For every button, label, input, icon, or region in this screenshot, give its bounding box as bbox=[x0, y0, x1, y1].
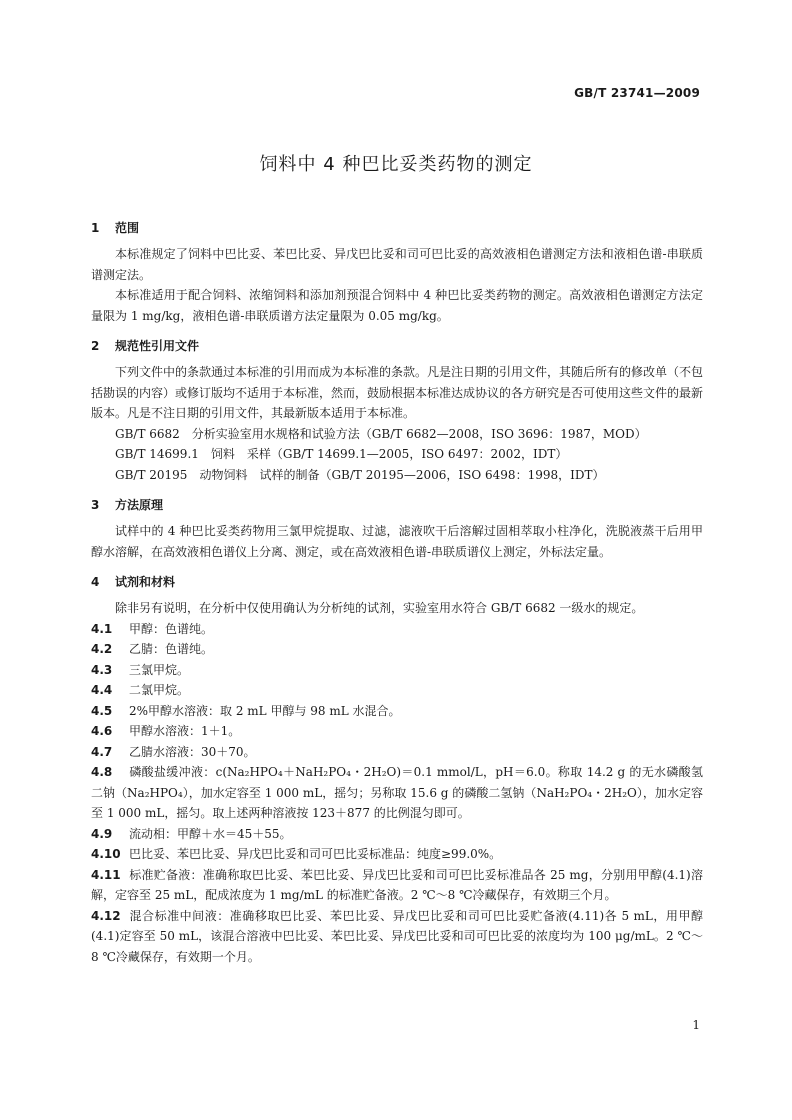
paragraph: 本标准适用于配合饲料、浓缩饲料和添加剂预混合饲料中 4 种巴比妥类药物的测定。高效液相色谱测定方法定量限为 1 mg/kg，液相色谱-串联质谱方法定量限为 0.05 mg/kg。 bbox=[91, 288, 703, 323]
item-text: 二氯甲烷。 bbox=[129, 683, 190, 697]
paragraph: 本标准规定了饲料中巴比妥、苯巴比妥、异戊巴比妥和司可巴比妥的高效液相色谱测定方法和液相色谱-串联质谱测定法。 bbox=[91, 247, 703, 282]
section-heading-normative-references bbox=[91, 336, 703, 356]
item-number: 4.6 bbox=[91, 724, 113, 738]
item-number: 4.8 bbox=[91, 765, 113, 779]
item-number: 4.9 bbox=[91, 826, 113, 841]
reagent-item bbox=[91, 742, 703, 763]
section-title: 规范性引用文件 bbox=[115, 339, 200, 353]
reagent-item bbox=[91, 824, 703, 845]
paragraph: 除非另有说明，在分析中仅使用确认为分析纯的试剂，实验室用水符合 GB/T 6682 一级水的规定。 bbox=[115, 601, 644, 615]
item-text: 流动相：甲醇＋水＝45＋55。 bbox=[129, 826, 292, 841]
item-number: 4.1 bbox=[91, 621, 113, 636]
reagent-item bbox=[91, 865, 703, 906]
reagent-item bbox=[91, 762, 703, 824]
document-title: 饲料中 4 种巴比妥类药物的测定 bbox=[259, 154, 533, 175]
item-text: 甲醇：色谱纯。 bbox=[129, 621, 214, 636]
item-text: 标准贮备液：准确称取巴比妥、苯巴比妥、异戊巴比妥和司可巴比妥标准品各 25 mg，分别用甲醇(4.1)溶解，定容至 25 mL，配成浓度为 1 mg/mL 的标准贮备液。2 ℃～8 ℃冷藏保存，有效期三个月。 bbox=[91, 867, 703, 902]
section-number: 1 bbox=[91, 221, 100, 235]
reagent-item bbox=[91, 619, 703, 640]
reference-item: GB/T 6682 分析实验室用水规格和试验方法（GB/T 6682—2008，ISO 3696：1987，MOD） bbox=[115, 426, 647, 441]
reagent-item bbox=[91, 680, 703, 701]
item-text: 三氯甲烷。 bbox=[129, 662, 190, 677]
reagent-item bbox=[91, 721, 703, 742]
item-number: 4.12 bbox=[91, 908, 121, 923]
reagent-item bbox=[91, 844, 703, 865]
standard-code: GB/T 23741—2009 bbox=[574, 86, 700, 100]
reference-item: GB/T 14699.1 饲料 采样（GB/T 14699.1—2005，ISO 6497：2002，IDT） bbox=[115, 447, 568, 461]
section-title: 范围 bbox=[115, 221, 140, 235]
section-heading-reagents bbox=[91, 572, 703, 592]
item-number: 4.3 bbox=[91, 662, 113, 677]
page-number: 1 bbox=[692, 1018, 700, 1032]
reagent-item bbox=[91, 660, 703, 681]
item-text: 混合标准中间液：准确移取巴比妥、苯巴比妥、异戊巴比妥和司可巴比妥贮备液(4.11)各 5 mL，用甲醇(4.1)定容至 50 mL，该混合溶液中巴比妥、苯巴比妥、异戊巴比妥和司可巴比妥的浓度均为 100 μg/mL。2 ℃～8 ℃冷藏保存，有效期一个月。 bbox=[91, 908, 703, 964]
item-text: 2%甲醇水溶液：取 2 mL 甲醇与 98 mL 水混合。 bbox=[129, 703, 401, 718]
paragraph: 下列文件中的条款通过本标准的引用而成为本标准的条款。凡是注日期的引用文件，其随后所有的修改单（不包括勘误的内容）或修订版均不适用于本标准，然而，鼓励根据本标准达成协议的各方研究是否可使用这些文件的最新版本。凡是不注日期的引用文件，其最新版本适用于本标准。 bbox=[91, 365, 704, 420]
item-text: 乙腈水溶液：30＋70。 bbox=[129, 744, 256, 759]
item-text: 甲醇水溶液：1＋1。 bbox=[129, 724, 241, 738]
section-number: 2 bbox=[91, 339, 100, 353]
item-text: 磷酸盐缓冲液：c(Na₂HPO₄＋NaH₂PO₄・2H₂O)＝0.1 mmol/L，pH＝6.0。称取 14.2 g 的无水磷酸氢二钠（Na₂HPO₄），加水定容至 1 000 mL，摇匀；另称取 15.6 g 的磷酸二氢钠（NaH₂PO₄・2H₂O），加水定容至 1 000 mL，摇匀。取上述两种溶液按 123＋877 的比例混匀即可。 bbox=[91, 765, 703, 820]
reagent-item bbox=[91, 639, 703, 660]
item-number: 4.11 bbox=[91, 867, 121, 882]
section-number: 3 bbox=[91, 498, 100, 512]
item-number: 4.10 bbox=[91, 847, 121, 861]
item-number: 4.2 bbox=[91, 642, 113, 656]
item-number: 4.7 bbox=[91, 744, 113, 759]
item-text: 乙腈：色谱纯。 bbox=[129, 642, 214, 656]
section-number: 4 bbox=[91, 575, 100, 589]
item-number: 4.5 bbox=[91, 703, 113, 718]
document-body bbox=[91, 218, 703, 967]
item-text: 巴比妥、苯巴比妥、异戊巴比妥和司可巴比妥标准品：纯度≥99.0%。 bbox=[129, 847, 502, 861]
reagent-item bbox=[91, 906, 703, 968]
section-heading-scope bbox=[91, 218, 703, 238]
item-number: 4.4 bbox=[91, 683, 113, 697]
reagent-item bbox=[91, 701, 703, 722]
section-title: 试剂和材料 bbox=[115, 575, 176, 589]
section-title: 方法原理 bbox=[115, 498, 164, 512]
section-heading-principle bbox=[91, 495, 703, 515]
reference-item: GB/T 20195 动物饲料 试样的制备（GB/T 20195—2006，ISO 6498：1998，IDT） bbox=[115, 467, 605, 482]
paragraph: 试样中的 4 种巴比妥类药物用三氯甲烷提取、过滤，滤液吹干后溶解过固相萃取小柱净化，洗脱液蒸干后用甲醇水溶解，在高效液相色谱仪上分离、测定，或在高效液相色谱-串联质谱仪上测定，外标法定量。 bbox=[91, 524, 703, 559]
